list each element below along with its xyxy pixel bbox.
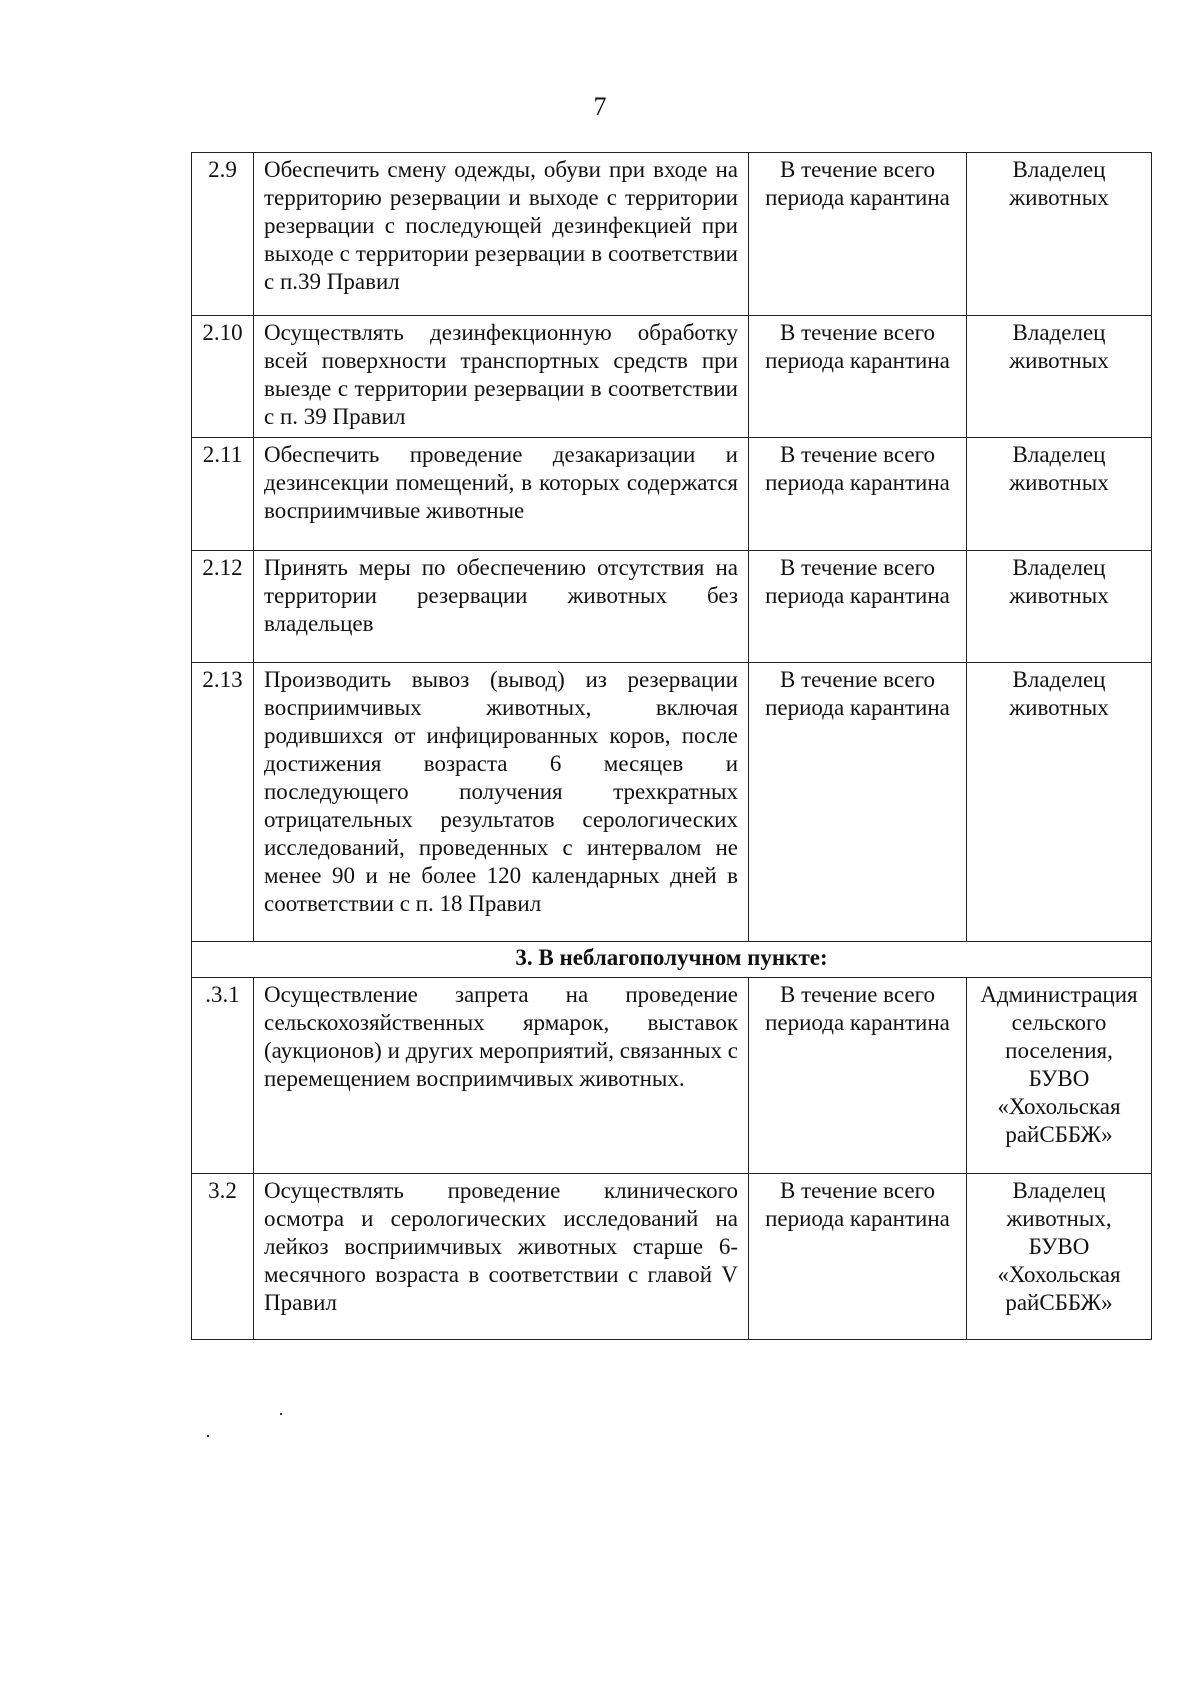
term-text: В течение всего периода карантина bbox=[749, 1174, 967, 1340]
term-text: В течение всего периода карантина bbox=[749, 438, 967, 551]
scan-speck bbox=[207, 1435, 209, 1437]
row-number: 2.10 bbox=[192, 316, 254, 438]
table-row bbox=[192, 551, 1152, 663]
action-text: Обеспечить проведение дезакаризации и дезинсекции помещений, в которых содержатся восприимчивые животные bbox=[254, 438, 749, 551]
section-heading: 3. В неблагополучном пункте: bbox=[192, 942, 1152, 978]
row-number: 2.9 bbox=[192, 153, 254, 316]
responsible-text: Владелец животных, БУВО «Хохольская райСББЖ» bbox=[967, 1174, 1152, 1340]
row-number: .3.1 bbox=[192, 978, 254, 1174]
action-text: Осуществлять проведение клинического осмотра и серологических исследований на лейкоз восприимчивых животных старше 6-месячного возраста в соответствии с главой V Правил bbox=[254, 1174, 749, 1340]
row-number: 3.2 bbox=[192, 1174, 254, 1340]
row-number: 2.13 bbox=[192, 663, 254, 942]
measures-table bbox=[191, 152, 1152, 1340]
term-text: В течение всего периода карантина bbox=[749, 153, 967, 316]
action-text: Обеспечить смену одежды, обуви при входе на территорию резервации и выходе с территории резервации с последующей дезинфекцией при выходе с территории резервации в соответствии с п.39 Правил bbox=[254, 153, 749, 316]
responsible-text: Владелец животных bbox=[967, 316, 1152, 438]
action-text: Осуществлять дезинфекционную обработку всей поверхности транспортных средств при выезде с территории резервации в соответствии с п. 39 Правил bbox=[254, 316, 749, 438]
responsible-text: Владелец животных bbox=[967, 153, 1152, 316]
responsible-text: Владелец животных bbox=[967, 663, 1152, 942]
action-text: Производить вывоз (вывод) из резервации восприимчивых животных, включая родившихся от инфицированных коров, после достижения возраста 6 месяцев и последующего получения трехкратных отрицательных результатов серологических исследований, проведенных с интервалом не менее 90 и не более 120 календарных дней в соответствии с п. 18 Правил bbox=[254, 663, 749, 942]
table-row bbox=[192, 663, 1152, 942]
action-text: Принять меры по обеспечению отсутствия на территории резервации животных без владельцев bbox=[254, 551, 749, 663]
action-text: Осуществление запрета на проведение сельскохозяйственных ярмарок, выставок (аукционов) и других мероприятий, связанных с перемещением восприимчивых животных. bbox=[254, 978, 749, 1174]
table-row bbox=[192, 316, 1152, 438]
table-row bbox=[192, 1174, 1152, 1340]
responsible-text: Владелец животных bbox=[967, 551, 1152, 663]
table-row bbox=[192, 438, 1152, 551]
scan-speck bbox=[280, 1413, 282, 1415]
section-row bbox=[192, 942, 1152, 978]
term-text: В течение всего периода карантина bbox=[749, 551, 967, 663]
page-number: 7 bbox=[593, 92, 607, 121]
responsible-text: Администрация сельского поселения, БУВО «Хохольская райСББЖ» bbox=[967, 978, 1152, 1174]
responsible-text: Владелец животных bbox=[967, 438, 1152, 551]
term-text: В течение всего периода карантина bbox=[749, 316, 967, 438]
row-number: 2.12 bbox=[192, 551, 254, 663]
row-number: 2.11 bbox=[192, 438, 254, 551]
term-text: В течение всего периода карантина bbox=[749, 978, 967, 1174]
table-row bbox=[192, 153, 1152, 316]
table-row bbox=[192, 978, 1152, 1174]
term-text: В течение всего периода карантина bbox=[749, 663, 967, 942]
